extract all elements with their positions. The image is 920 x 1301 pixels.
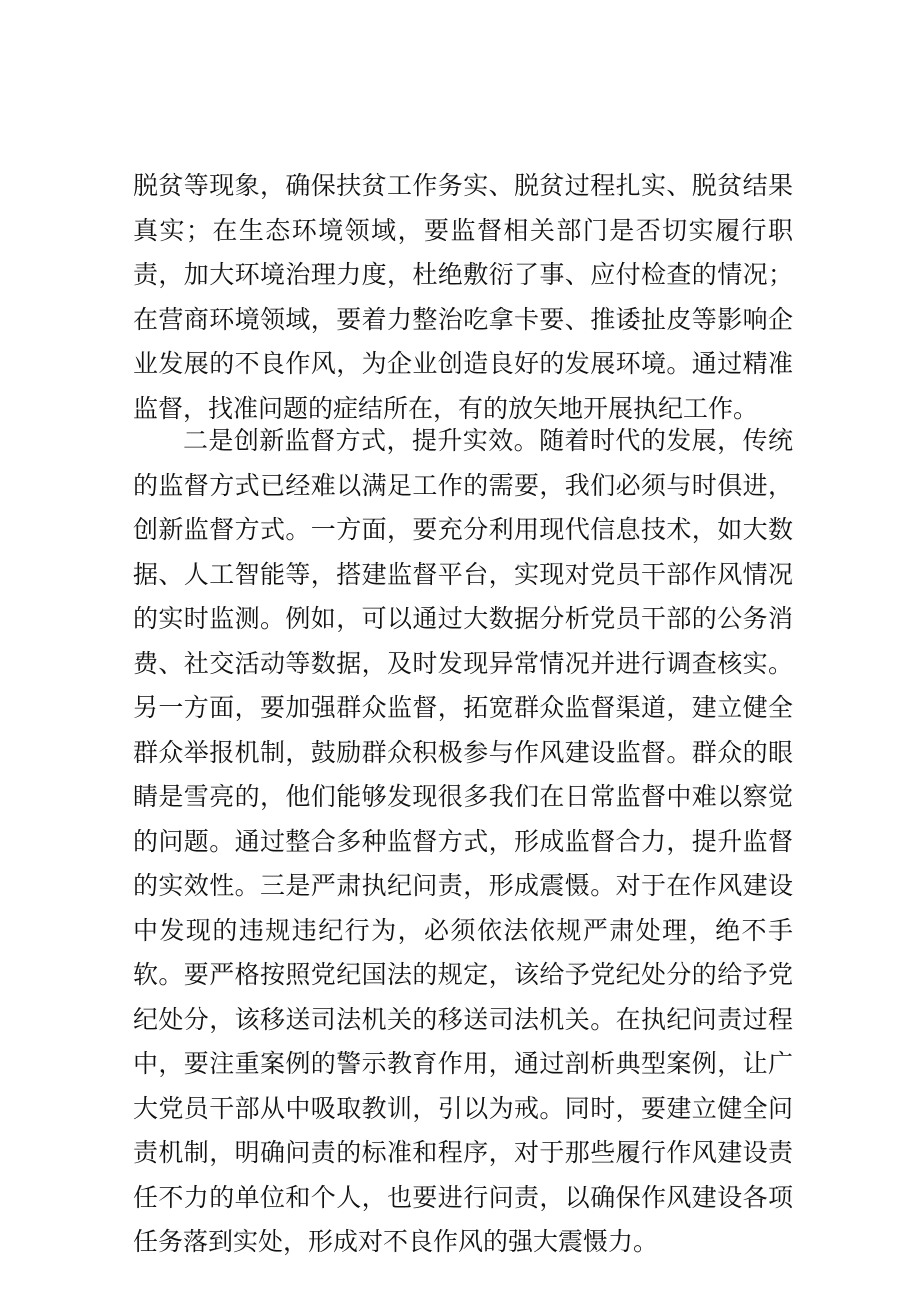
paragraph-1: 脱贫等现象，确保扶贫工作务实、脱贫过程扎实、脱贫结果真实；在生态环境领域，要监督相关部门是否切实履行职责，加大环境治理力度，杜绝敷衍了事、应付检查的情况；在营商环境领域，要着力整治吃拿卡要、推诿扯皮等影响企业发展的不良作风，为企业创造良好的发展环境。通过精准监督，找准问题的症结所在，有的放矢地开展执纪工作。	[133, 171, 793, 423]
paragraph-2: 二是创新监督方式，提升实效。随着时代的发展，传统的监督方式已经难以满足工作的需要，我们必须与时俱进，创新监督方式。一方面，要充分利用现代信息技术，如大数据、人工智能等，搭建监督平台，实现对党员干部作风情况的实时监测。例如，可以通过大数据分析党员干部的公务消费、社交活动等数据，及时发现异常情况并进行调查核实。另一方面，要加强群众监督，拓宽群众监督渠道，建立健全群众举报机制，鼓励群众积极参与作风建设监督。群众的眼睛是雪亮的，他们能够发现很多我们在日常监督中难以察觉的问题。通过整合多种监督方式，形成监督合力，提升监督的实效性。三是严肃执纪问责，形成震慑。对于在作风建设中发现的违规违纪行为，必须依法依规严肃处理，绝不手软。要严格按照党纪国法的规定，该给予党纪处分的给予党纪处分，该移送司法机关的移送司法机关。在执纪问责过程中，要注重案例的警示教育作用，通过剖析典型案例，让广大党员干部从中吸取教训，引以为戒。同时，要建立健全问责机制，明确问责的标准和程序，对于那些履行作风建设责任不力的单位和个人，也要进行问责，以确保作风建设各项任务落到实处，形成对不良作风的强大震慑力。	[133, 426, 793, 1256]
